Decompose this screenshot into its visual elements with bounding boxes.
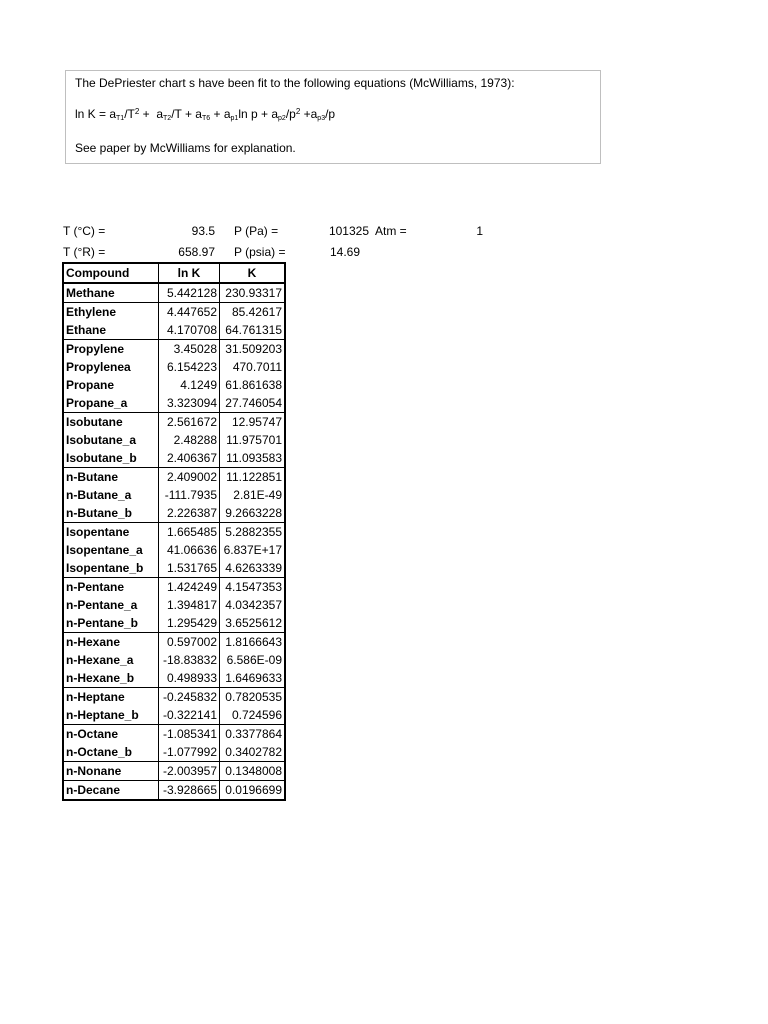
k-cell[interactable]: 1.6469633 <box>220 669 286 688</box>
table-row <box>63 468 285 487</box>
lnk-cell[interactable]: -2.003957 <box>159 762 220 781</box>
compound-cell[interactable]: n-Hexane_a <box>63 651 159 669</box>
k-values-table <box>62 262 286 801</box>
lnk-cell[interactable]: -111.7935 <box>159 486 220 504</box>
table-row <box>63 486 285 504</box>
compound-cell[interactable]: n-Butane_a <box>63 486 159 504</box>
k-cell[interactable]: 27.746054 <box>220 394 286 413</box>
table-row <box>63 541 285 559</box>
lnk-cell[interactable]: -0.322141 <box>159 706 220 725</box>
lnk-cell[interactable]: -18.83832 <box>159 651 220 669</box>
table-row <box>63 394 285 413</box>
lnk-cell[interactable]: 2.406367 <box>159 449 220 468</box>
compound-cell[interactable]: Isopentane_a <box>63 541 159 559</box>
compound-cell[interactable]: n-Octane_b <box>63 743 159 762</box>
k-cell[interactable]: 31.509203 <box>220 340 286 359</box>
compound-cell[interactable]: n-Butane_b <box>63 504 159 523</box>
compound-cell[interactable]: Ethane <box>63 321 159 340</box>
compound-cell[interactable]: Propylenea <box>63 358 159 376</box>
compound-cell[interactable]: n-Decane <box>63 781 159 801</box>
k-cell[interactable]: 11.975701 <box>220 431 286 449</box>
lnk-cell[interactable]: 5.442128 <box>159 283 220 303</box>
table-row <box>63 504 285 523</box>
compound-cell[interactable]: n-Hexane_b <box>63 669 159 688</box>
k-cell[interactable]: 6.837E+17 <box>220 541 286 559</box>
note-box <box>65 70 601 164</box>
k-cell[interactable]: 3.6525612 <box>220 614 286 633</box>
compound-cell[interactable]: n-Octane <box>63 725 159 744</box>
pressure-psia-value: 14.69 <box>329 245 360 259</box>
k-cell[interactable]: 4.1547353 <box>220 578 286 597</box>
eq-subscript: p3 <box>317 115 326 122</box>
table-row <box>63 340 285 359</box>
eq-superscript: 2 <box>295 107 301 116</box>
lnk-cell[interactable]: -3.928665 <box>159 781 220 801</box>
compound-cell[interactable]: Methane <box>63 283 159 303</box>
table-row <box>63 303 285 322</box>
k-cell[interactable]: 0.724596 <box>220 706 286 725</box>
lnk-cell[interactable]: 1.424249 <box>159 578 220 597</box>
compound-cell[interactable]: Isobutane_b <box>63 449 159 468</box>
k-cell[interactable]: 85.42617 <box>220 303 286 322</box>
column-header-compound: Compound <box>63 263 159 283</box>
table-row <box>63 669 285 688</box>
k-cell[interactable]: 470.7011 <box>220 358 286 376</box>
compound-cell[interactable]: Isobutane_a <box>63 431 159 449</box>
eq-part: /p <box>325 107 336 121</box>
table-row <box>63 578 285 597</box>
parameters-block <box>63 222 523 264</box>
compound-cell[interactable]: Propane_a <box>63 394 159 413</box>
lnk-cell[interactable]: 2.561672 <box>159 413 220 432</box>
compound-cell[interactable]: n-Hexane <box>63 633 159 652</box>
atm-value[interactable]: 1 <box>476 224 483 238</box>
temp-r-value: 658.97 <box>178 245 215 259</box>
table-row <box>63 688 285 707</box>
compound-cell[interactable]: n-Butane <box>63 468 159 487</box>
lnk-cell[interactable]: 2.48288 <box>159 431 220 449</box>
lnk-cell[interactable]: 0.597002 <box>159 633 220 652</box>
k-cell[interactable]: 11.093583 <box>220 449 286 468</box>
table-row <box>63 762 285 781</box>
table-row <box>63 321 285 340</box>
compound-cell[interactable]: Ethylene <box>63 303 159 322</box>
lnk-cell[interactable]: -1.085341 <box>159 725 220 744</box>
table-row <box>63 633 285 652</box>
k-cell[interactable]: 0.0196699 <box>220 781 286 801</box>
eq-subscript: p1 <box>230 115 239 122</box>
eq-part: + a <box>139 107 164 121</box>
k-cell[interactable]: 5.2882355 <box>220 523 286 542</box>
table-row <box>63 743 285 762</box>
compound-cell[interactable]: Propylene <box>63 340 159 359</box>
k-cell[interactable]: 4.6263339 <box>220 559 286 578</box>
eq-part: /T + a <box>171 107 202 121</box>
table-row <box>63 523 285 542</box>
eq-part: ln K = a <box>75 107 117 121</box>
param-row-2 <box>63 243 523 264</box>
eq-part: + a <box>210 107 231 121</box>
lnk-cell[interactable]: 2.226387 <box>159 504 220 523</box>
table-row <box>63 706 285 725</box>
param-row-1 <box>63 222 523 243</box>
lnk-cell[interactable]: 1.295429 <box>159 614 220 633</box>
k-cell[interactable]: 4.0342357 <box>220 596 286 614</box>
k-cell[interactable]: 6.586E-09 <box>220 651 286 669</box>
compound-cell[interactable]: Propane <box>63 376 159 394</box>
compound-cell[interactable]: n-Heptane <box>63 688 159 707</box>
lnk-cell[interactable]: 1.665485 <box>159 523 220 542</box>
lnk-cell[interactable]: 4.170708 <box>159 321 220 340</box>
lnk-cell[interactable]: -0.245832 <box>159 688 220 707</box>
k-cell[interactable]: 61.861638 <box>220 376 286 394</box>
eq-subscript: T2 <box>163 115 172 122</box>
lnk-cell[interactable]: 1.531765 <box>159 559 220 578</box>
k-cell[interactable]: 1.8166643 <box>220 633 286 652</box>
table-row <box>63 596 285 614</box>
eq-subscript: T6 <box>201 115 211 122</box>
pressure-pa-value[interactable]: 101325 <box>328 224 369 238</box>
eq-superscript: 2 <box>134 107 140 116</box>
note-reference-text: See paper by McWilliams for explanation. <box>75 141 296 155</box>
lnk-cell[interactable]: 0.498933 <box>159 669 220 688</box>
lnk-cell[interactable]: 4.1249 <box>159 376 220 394</box>
column-header-lnk: ln K <box>159 263 220 283</box>
k-cell[interactable]: 230.93317 <box>220 283 286 303</box>
k-cell[interactable]: 2.81E-49 <box>220 486 286 504</box>
eq-subscript: p2 <box>278 115 286 122</box>
table-row <box>63 781 285 801</box>
k-cell[interactable]: 9.2663228 <box>220 504 286 523</box>
k-cell[interactable]: 0.3377864 <box>220 725 286 744</box>
table-header-row <box>63 263 285 283</box>
eq-part: ln p + a <box>238 107 279 121</box>
lnk-cell[interactable]: 6.154223 <box>159 358 220 376</box>
table-row <box>63 358 285 376</box>
pressure-pa-label: P (Pa) = <box>234 224 279 238</box>
table-row <box>63 725 285 744</box>
table-row <box>63 651 285 669</box>
note-intro-text: The DePriester chart s have been fit to the following equations (McWilliams, 1973): <box>75 76 515 90</box>
compound-cell[interactable]: n-Pentane_a <box>63 596 159 614</box>
table-row <box>63 449 285 468</box>
lnk-cell[interactable]: 2.409002 <box>159 468 220 487</box>
temp-c-label: T (°C) = <box>63 224 106 238</box>
k-cell[interactable]: 0.3402782 <box>220 743 286 762</box>
table-row <box>63 614 285 633</box>
lnk-cell[interactable]: 3.323094 <box>159 394 220 413</box>
table-row <box>63 413 285 432</box>
k-cell[interactable]: 11.122851 <box>220 468 286 487</box>
compound-cell[interactable]: Isopentane_b <box>63 559 159 578</box>
compound-cell[interactable]: n-Nonane <box>63 762 159 781</box>
k-cell[interactable]: 12.95747 <box>220 413 286 432</box>
lnk-cell[interactable]: 4.447652 <box>159 303 220 322</box>
eq-part: /T <box>124 107 135 121</box>
table-row <box>63 376 285 394</box>
table-row <box>63 283 285 303</box>
table-row <box>63 559 285 578</box>
k-cell[interactable]: 0.1348008 <box>220 762 286 781</box>
k-cell[interactable]: 0.7820535 <box>220 688 286 707</box>
k-cell[interactable]: 64.761315 <box>220 321 286 340</box>
pressure-psia-label: P (psia) = <box>234 245 286 259</box>
temp-r-label: T (°R) = <box>63 245 106 259</box>
eq-part: /p <box>285 107 296 121</box>
lnk-cell[interactable]: 41.06636 <box>159 541 220 559</box>
compound-cell[interactable]: n-Heptane_b <box>63 706 159 725</box>
eq-part: +a <box>300 107 318 121</box>
atm-label: Atm = <box>375 224 407 238</box>
compound-cell[interactable]: n-Pentane_b <box>63 614 159 633</box>
compound-cell[interactable]: Isopentane <box>63 523 159 542</box>
lnk-cell[interactable]: 1.394817 <box>159 596 220 614</box>
lnk-cell[interactable]: 3.45028 <box>159 340 220 359</box>
temp-c-value[interactable]: 93.5 <box>191 224 215 238</box>
table-body <box>63 283 285 800</box>
lnk-cell[interactable]: -1.077992 <box>159 743 220 762</box>
equation-text <box>75 104 591 127</box>
eq-subscript: T1 <box>116 115 125 122</box>
compound-cell[interactable]: Isobutane <box>63 413 159 432</box>
column-header-k: K <box>220 263 286 283</box>
table-row <box>63 431 285 449</box>
compound-cell[interactable]: n-Pentane <box>63 578 159 597</box>
